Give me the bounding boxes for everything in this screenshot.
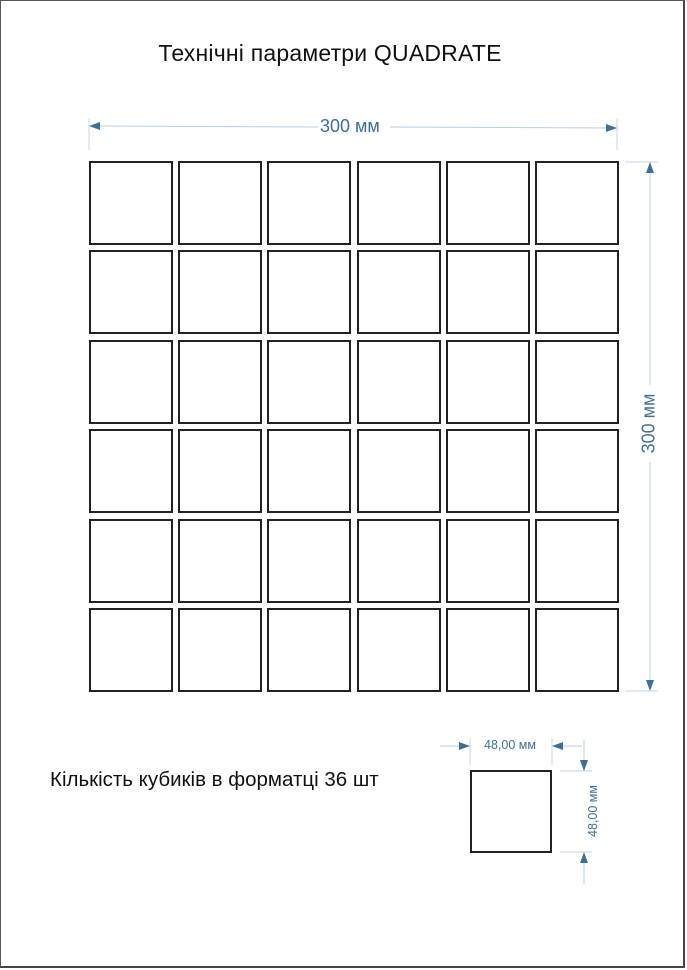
arrow-down-icon [646,680,654,691]
tile [535,161,619,245]
tile [535,250,619,334]
tile [357,250,441,334]
arrow-right-icon [606,124,617,132]
tile [89,161,173,245]
tile [267,161,351,245]
tile [357,608,441,692]
page-title: Технічні параметри QUADRATE [158,40,502,66]
tile [535,519,619,603]
tile [89,429,173,513]
arrow-up-icon [580,852,588,863]
tile [89,519,173,603]
tile [267,429,351,513]
tile [178,429,262,513]
tile [267,519,351,603]
tile [535,429,619,513]
tile [89,340,173,424]
tile [446,161,530,245]
tile [89,250,173,334]
tile [535,608,619,692]
arrow-left-icon [552,742,563,750]
tile [178,161,262,245]
arrow-up-icon [646,162,654,173]
tile [178,608,262,692]
tile [178,519,262,603]
tile [267,340,351,424]
sample-height-label: 48,00 мм [586,785,600,837]
tile [535,340,619,424]
tile [446,250,530,334]
height-dimension-label: 300 мм [638,393,659,454]
arrow-right-icon [459,742,470,750]
tile [89,608,173,692]
sample-tile [470,770,552,853]
tile [267,250,351,334]
tile-grid [89,161,619,692]
tile [446,519,530,603]
tile [446,608,530,692]
tile [357,161,441,245]
arrow-left-icon [89,122,100,130]
width-dimension-label: 300 мм [320,116,380,136]
tile-count-label: Кількість кубиків в форматці 36 шт [50,768,379,791]
tile [357,429,441,513]
tile [357,340,441,424]
tile [357,519,441,603]
tile [446,429,530,513]
tile [446,340,530,424]
tile [178,340,262,424]
tile [267,608,351,692]
arrow-down-icon [580,760,588,771]
tile [178,250,262,334]
sample-width-label: 48,00 мм [484,738,536,752]
